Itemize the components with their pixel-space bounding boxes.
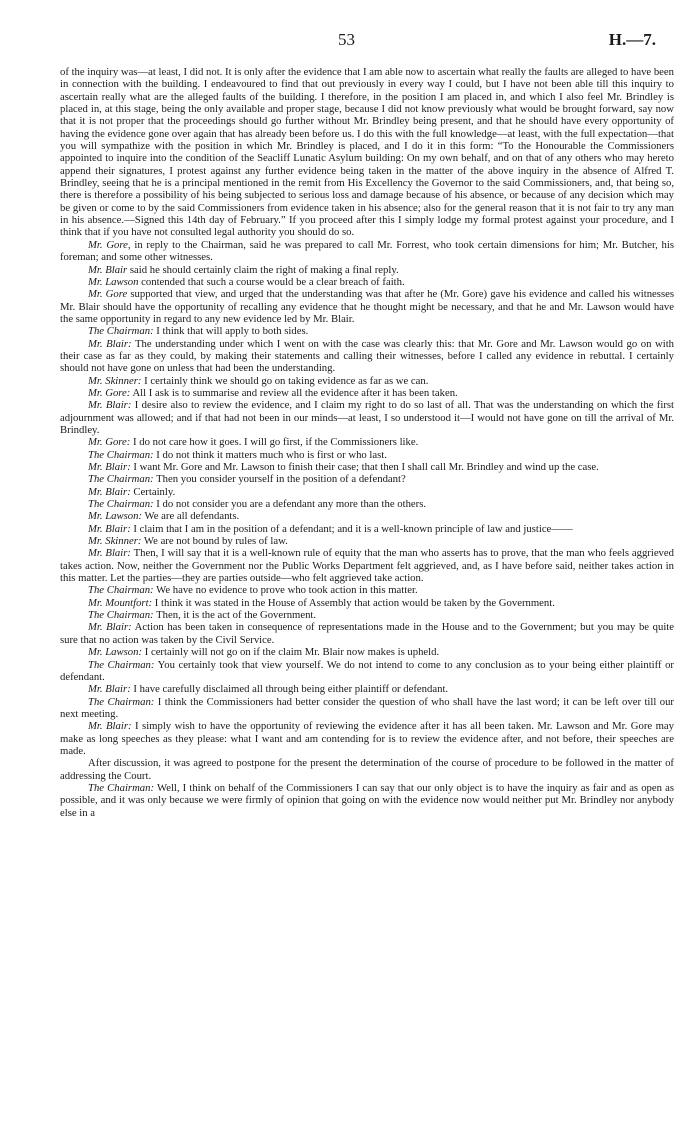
speaker-name: The Chairman: — [88, 448, 154, 461]
speaker-name: Mr. Blair: — [88, 683, 131, 696]
paragraph — [60, 646, 674, 658]
speaker-name: The Chairman: — [88, 325, 154, 338]
speaker-name: Mr. Blair: — [88, 485, 131, 498]
speaker-name: Mr. Blair: — [88, 337, 132, 350]
paragraph — [60, 510, 674, 522]
paragraph-text: I do not consider you are a defendant any more than the others. — [156, 498, 427, 511]
page-number: 53 — [338, 30, 355, 49]
paragraph-text: in reply to the Chairman, said he was prepared to call Mr. Forrest, who took certain dimensions for him; Mr. Butcher, his foreman; and some other witnesses. — [60, 238, 675, 264]
paragraph-text: I think it was stated in the House of Assembly that action would be taken by the Government. — [154, 596, 555, 609]
paragraph-text: You certainly took that view yourself. We do not intend to come to any conclusion as to your being either plaintiff or defendant. — [60, 658, 674, 683]
paragraph-text: I do not think it matters much who is first or who last. — [156, 448, 387, 461]
paragraph — [60, 535, 674, 547]
paragraph — [60, 498, 674, 510]
paragraph — [60, 486, 674, 498]
paragraph-text: I think that will apply to both sides. — [156, 325, 309, 338]
page-header — [0, 30, 700, 52]
speaker-name: Mr. Mountfort: — [88, 596, 153, 609]
speaker-name: The Chairman: — [88, 781, 155, 794]
paragraph — [60, 597, 674, 609]
speaker-name: Mr. Gore: — [88, 386, 131, 399]
paragraph-text: I do not care how it goes. I will go first, if the Commissioners like. — [133, 436, 419, 449]
paragraph-text: After discussion, it was agreed to postpone for the present the determination of the course of procedure to be followed in the matter of addressing the Court. — [60, 757, 674, 782]
speaker-name: The Chairman: — [88, 658, 155, 671]
speaker-name: Mr. Blair: — [88, 522, 131, 535]
paragraph — [60, 436, 674, 448]
speaker-name: Mr. Blair — [88, 263, 128, 276]
paragraph-text: I simply wish to have the opportunity of reviewing the evidence after it has all been taken. Mr. Lawson and Mr. Gore may make as long speeches as they please: what I want and am contending for is to review the evidence after, and not before, their speeches are made. — [60, 720, 675, 757]
paragraph — [60, 264, 674, 276]
paragraph-text: supported that view, and urged that the understanding was that after he (Mr. Gore) gave his evidence and called his witnesses Mr. Blair should have the opportunity of recalling any evidence that he thought might be necessary, and that he and Mr. Lawson would have the same opportunity in regard to any new evidence led by Mr. Blair. — [60, 288, 675, 325]
speaker-name: The Chairman: — [88, 584, 154, 597]
paragraph-text: Then, it is the act of the Government. — [156, 609, 317, 622]
speaker-name: The Chairman: — [88, 473, 154, 486]
paragraph — [60, 461, 674, 473]
paragraph — [60, 523, 674, 535]
paragraph — [60, 399, 674, 436]
paragraph — [60, 338, 674, 375]
paragraph-text: of the inquiry was—at least, I did not. It is only after the evidence that I am able now to ascertain what really the faults are alleged to have been in connection with the building. I endeavoured to find that out previously in every way I could, but I have not been able till this inquiry to ascertain really what are the alleged faults of the building. I therefore, in the position I am placed in, and which I also feel Mr. Brindley is placed in, at this stage, being the only available and proper stage, because I did not know previously what would be brought forward, say now that it is not proper that the proceedings should go further without Mr. Brindley being present, and that he should have every opportunity of having the evidence gone over again that has already been before us. I do this with the full knowledge—at least, with the full expectation—that you will sympathize with the position in which Mr. Brindley is placed, and I do it in this form: “To the Honourable the Commissioners appointed to inquire into the condition of the Seacliff Lunatic Asylum building: On my own behalf, and on that of any others who may hereto append their signatures, I protest against any further evidence being taken in the matter of the above inquiry in the absence of Alfred T. Brindley, seeing that he is a principal mentioned in the remit from His Excellency the Governor to the said Commissioners, and, that being so, there is therefore a possibility of his being subjected to serious loss and damage because of his absence, or because of any decision which may be given or come to by the said Commissioners from evidence taken in his absence; also for the general reason that it is not fair to try any man in his absence.—Signed this 14th day of February.” If you proceed after this I simply lodge my formal protest against your procedure, and I think that if you have not consulted legal authority you should do so. — [60, 66, 675, 239]
paragraph — [60, 375, 674, 387]
document-reference: H.—7. — [608, 30, 656, 49]
speaker-name: The Chairman: — [88, 498, 154, 511]
paragraph-text: I have carefully disclaimed all through being either plaintiff or defendant. — [133, 683, 449, 696]
speaker-name: Mr. Blair: — [88, 621, 132, 634]
speaker-name: Mr. Skinner: — [88, 374, 142, 387]
paragraph — [60, 584, 674, 596]
paragraph-text: I claim that I am in the position of a defendant; and it is a well-known principle of law and justice—— — [133, 522, 573, 535]
speaker-name: Mr. Blair: — [88, 461, 131, 473]
paragraph-text: I desire also to review the evidence, and I claim my right to do so last of all. That was the understanding on which the first adjournment was allowed; and if that had not been in our minds—at least, I so understood it—I would not have gone on till the arrival of Mr. Brindley. — [60, 399, 675, 436]
paragraph-text: said he should certainly claim the right of making a final reply. — [129, 263, 399, 276]
speaker-name: Mr. Lawson: — [88, 646, 143, 659]
speaker-name: The Chairman: — [88, 695, 155, 708]
paragraph-text: Then you consider yourself in the position of a defendant? — [156, 473, 406, 486]
paragraph-text: The understanding under which I went on with the case was clearly this: that Mr. Gore and Mr. Lawson would go on with their case as far as they could, by making their statements and calling their witnesses, before I called any evidence in rebuttal. I certainly should not have gone on unless that had been the understanding. — [60, 337, 675, 375]
paragraph-text: Then, I will say that it is a well-known rule of equity that the man who asserts has to prove, that the man who feels aggrieved takes action. Now, neither the Government nor the Public Works Department felt aggrieved, and, as I have before said, neither takes action in this matter. Let the parties—they are parties outside—who felt aggrieved take action. — [60, 547, 674, 585]
paragraph — [60, 276, 674, 288]
paragraph — [60, 757, 674, 782]
paragraph — [60, 609, 674, 621]
paragraph-text: I think the Commissioners had better consider the question of who shall have the last word; it can be left over till our next meeting. — [60, 695, 674, 720]
speaker-name: Mr. Skinner: — [88, 535, 142, 548]
paragraph-text: Certainly. — [133, 485, 176, 498]
speaker-name: The Chairman: — [88, 609, 154, 622]
paragraph-text: We are not bound by rules of law. — [143, 535, 288, 548]
paragraph — [60, 782, 674, 819]
paragraph-text: We have no evidence to prove who took action in this matter. — [156, 584, 418, 597]
paragraph — [60, 547, 674, 584]
paragraph — [60, 720, 674, 757]
speaker-name: Mr. Lawson: — [88, 510, 143, 523]
paragraph — [60, 66, 674, 239]
paragraph-text: contended that such a course would be a clear breach of faith. — [141, 275, 405, 288]
paragraph — [60, 696, 674, 721]
paragraph-text: I want Mr. Gore and Mr. Lawson to finish their case; that then I shall call Mr. Brindley and wind up the case. — [133, 461, 599, 473]
paragraph — [60, 239, 674, 264]
document-body — [60, 66, 674, 819]
paragraph — [60, 449, 674, 461]
speaker-name: Mr. Gore: — [88, 436, 131, 449]
paragraph — [60, 288, 674, 325]
paragraph — [60, 473, 674, 485]
paragraph-text: I certainly think we should go on taking evidence as far as we can. — [144, 374, 429, 387]
paragraph-text: Well, I think on behalf of the Commissioners I can say that our only object is to have the inquiry as fair and as open as possible, and it was only because we were firmly of opinion that going on with the evidence now would neither put Mr. Brindley nor anybody else in a — [60, 781, 674, 819]
paragraph — [60, 621, 674, 646]
paragraph-text: I certainly will not go on if the claim Mr. Blair now makes is upheld. — [144, 646, 440, 659]
paragraph — [60, 387, 674, 399]
speaker-name: Mr. Blair: — [88, 720, 132, 733]
paragraph-text: Action has been taken in consequence of representations made in the House and to the Government; but you may be quite sure that no action was taken by the Civil Service. — [60, 621, 674, 646]
speaker-name: Mr. Gore — [88, 288, 128, 301]
speaker-name: Mr. Blair: — [88, 547, 131, 560]
speaker-name: Mr. Gore, — [88, 238, 131, 251]
paragraph — [60, 659, 674, 684]
speaker-name: Mr. Blair: — [88, 399, 132, 412]
paragraph-text: We are all defendants. — [144, 510, 240, 523]
speaker-name: Mr. Lawson — [88, 275, 139, 288]
paragraph — [60, 683, 674, 695]
paragraph-text: All I ask is to summarise and review all the evidence after it has been taken. — [132, 386, 458, 399]
paragraph — [60, 325, 674, 337]
